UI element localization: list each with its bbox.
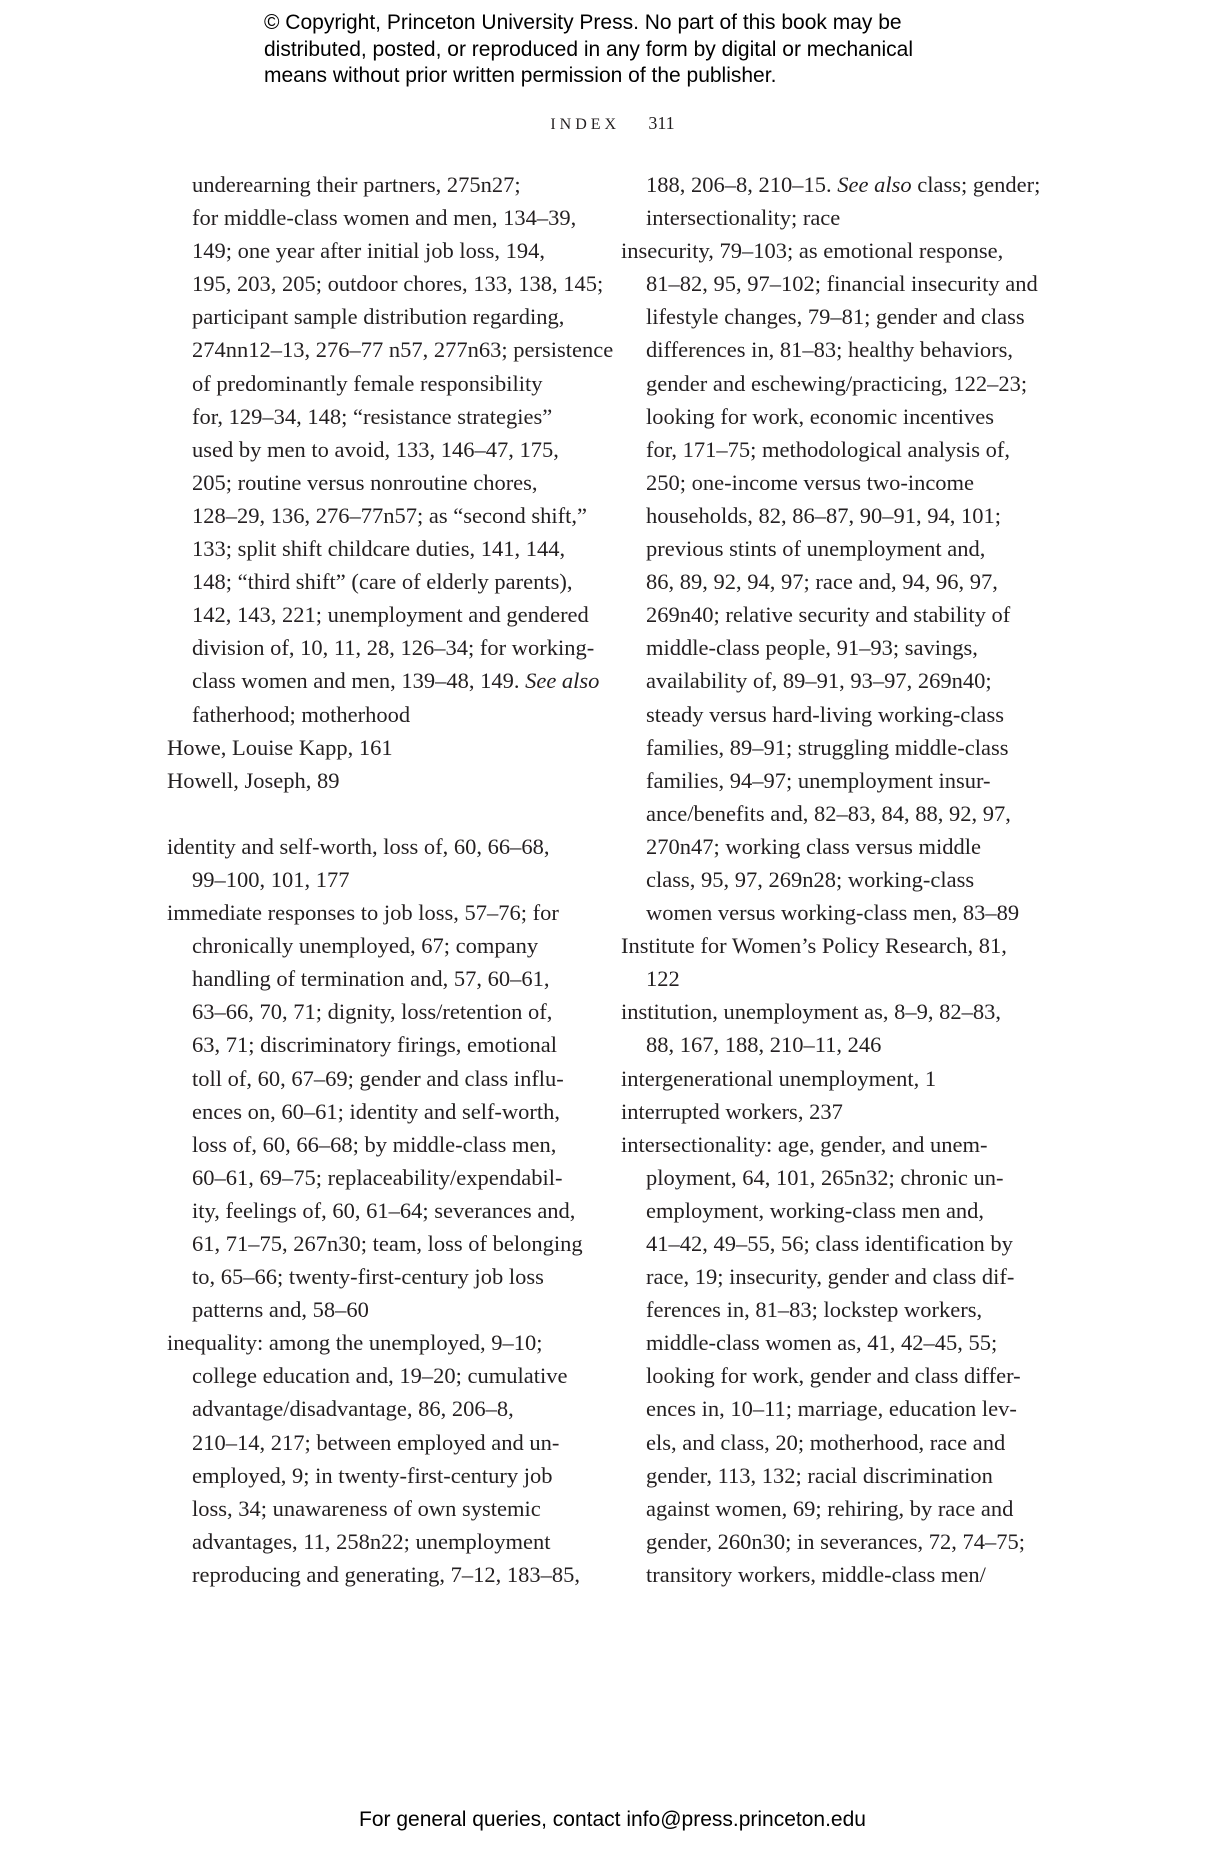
index-line-text: 270n47; working class versus middle <box>646 833 981 859</box>
index-line-text: toll of, 60, 67–69; gender and class influ- <box>192 1065 564 1091</box>
index-entry-continuation-line <box>621 1260 1041 1293</box>
index-entry-continuation-line <box>167 631 595 664</box>
index-line-text: middle-class people, 91–93; savings, <box>646 635 978 661</box>
index-entry-heading-line <box>621 1128 1041 1161</box>
index-line-text: handling of termination and, 57, 60–61, <box>192 966 550 992</box>
index-entry-continuation-line <box>621 962 1041 995</box>
index-line-text: 148; “third shift” (care of elderly parents), <box>192 569 573 595</box>
index-entry-continuation-line <box>167 1062 587 1095</box>
index-line-text: 61, 71–75, 267n30; team, loss of belonging <box>192 1231 583 1256</box>
index-line-text: division of, 10, 11, 28, 126–34; for working- <box>192 635 595 661</box>
index-entry-continuation-line <box>167 1194 587 1227</box>
index-entry-continuation-line <box>621 598 1041 631</box>
index-entry-continuation-line <box>167 1392 587 1425</box>
index-line-text: gender and eschewing/practicing, 122–23; <box>646 370 1028 396</box>
index-line-text: inequality: among the unemployed, 9–10; <box>167 1330 543 1356</box>
index-entry-continuation-line <box>167 367 587 400</box>
index-entry-continuation-line <box>167 929 587 962</box>
index-entry-continuation-line <box>621 499 1041 532</box>
running-head-label: INDEX <box>550 116 621 133</box>
index-entry-continuation-line <box>621 466 1041 499</box>
index-entry-continuation-line <box>167 995 587 1028</box>
index-entry-continuation-line <box>167 1095 587 1128</box>
index-line-text: lifestyle changes, 79–81; gender and class <box>646 304 1025 330</box>
index-entry-continuation-line <box>167 267 604 300</box>
index-line-text: els, and class, 20; motherhood, race and <box>646 1429 1006 1455</box>
index-entry-continuation-line <box>167 1558 587 1591</box>
see-also-label: See also <box>525 668 600 694</box>
index-entry-continuation-line <box>621 201 1041 234</box>
index-line-text: Howell, Joseph, 89 <box>167 767 340 793</box>
index-entry-continuation-line <box>167 1161 587 1194</box>
running-head <box>0 113 1225 134</box>
index-entry-heading-line <box>167 830 587 863</box>
index-entry-continuation-line <box>167 1028 587 1061</box>
index-entry-continuation-line <box>621 631 1041 664</box>
index-entry-continuation-line <box>167 168 587 201</box>
index-entry-continuation-line <box>167 234 587 267</box>
copyright-notice <box>264 10 1024 90</box>
index-line-text: 142, 143, 221; unemployment and gendered <box>192 602 589 628</box>
index-line-text: class, 95, 97, 269n28; working-class <box>646 866 975 892</box>
index-entry-continuation-line <box>621 300 1041 333</box>
index-entry-continuation-line <box>167 1128 587 1161</box>
index-entry-heading-line <box>167 764 587 797</box>
index-line-text: ences in, 10–11; marriage, education lev- <box>646 1396 1017 1422</box>
index-entry-continuation-line <box>167 499 587 532</box>
index-line-text: loss of, 60, 66–68; by middle-class men, <box>192 1131 557 1157</box>
index-entry-continuation-line <box>621 168 1041 201</box>
index-line-text: chronically unemployed, 67; company <box>192 933 539 959</box>
index-line-text: households, 82, 86–87, 90–91, 94, 101; <box>646 502 1002 528</box>
index-entry-continuation-line <box>167 201 587 234</box>
index-line-text: 149; one year after initial job loss, 194, <box>192 238 546 264</box>
index-line-text: loss, 34; unawareness of own systemic <box>192 1495 541 1521</box>
footer-contact: For general queries, contact info@press.princeton.edu <box>359 1808 866 1831</box>
index-line-text: women versus working-class men, 83–89 <box>646 900 1020 926</box>
copyright-line: means without prior written permission of the publisher. <box>264 64 777 87</box>
index-entry-continuation-line <box>621 1293 1041 1326</box>
index-line-text: 81–82, 95, 97–102; financial insecurity and <box>646 271 1038 297</box>
letter-group-spacer <box>167 797 587 830</box>
index-line-text: looking for work, economic incentives <box>646 403 995 429</box>
index-line-text: 210–14, 217; between employed and un- <box>192 1429 560 1455</box>
index-line-text: immediate responses to job loss, 57–76; for <box>167 900 559 926</box>
index-entry-continuation-line <box>621 367 1041 400</box>
index-entry-continuation-line <box>621 1326 1041 1359</box>
index-entry-continuation-line <box>167 1359 587 1392</box>
index-line-text: patterns and, 58–60 <box>192 1297 369 1323</box>
index-line-text: gender, 260n30; in severances, 72, 74–75; <box>646 1528 1026 1554</box>
index-line-text: insecurity, 79–103; as emotional response, <box>621 238 1004 264</box>
index-entry-continuation-line <box>167 1492 587 1525</box>
index-entry-continuation-line <box>167 1459 587 1492</box>
index-line-text: advantage/disadvantage, 86, 206–8, <box>192 1396 514 1422</box>
index-entry-continuation-line <box>621 1525 1041 1558</box>
index-entry-heading-line <box>621 995 1041 1028</box>
index-line-text: against women, 69; rehiring, by race and <box>646 1495 1014 1521</box>
index-entry-continuation-line <box>621 764 1041 797</box>
index-line-text: families, 89–91; struggling middle-class <box>646 734 1009 760</box>
index-entry-continuation-line <box>167 565 587 598</box>
index-line-text: 188, 206–8, 210–15. <box>646 172 832 197</box>
index-entry-continuation-line <box>621 1426 1041 1459</box>
index-entry-continuation-line <box>621 1194 1041 1227</box>
index-entry-continuation-line <box>167 1426 587 1459</box>
index-line-text: gender, 113, 132; racial discrimination <box>646 1462 993 1488</box>
index-entry-continuation-line <box>621 664 1041 697</box>
index-line-text: intersectionality; race <box>646 205 841 231</box>
index-entry-continuation-line <box>621 1392 1041 1425</box>
index-line-text: ferences in, 81–83; lockstep workers, <box>646 1297 983 1323</box>
index-entry-continuation-line <box>621 1558 1041 1591</box>
index-entry-continuation-line <box>621 333 1041 366</box>
index-line-text: fatherhood; motherhood <box>192 701 411 727</box>
index-line-text: previous stints of unemployment and, <box>646 536 986 562</box>
index-line-text: for, 129–34, 148; “resistance strategies” <box>192 403 553 429</box>
page-number: 311 <box>648 113 675 133</box>
index-entry-continuation-line <box>167 1260 587 1293</box>
index-entry-heading-line <box>621 929 1041 962</box>
index-line-text: Howe, Louise Kapp, 161 <box>167 734 393 760</box>
index-line-text: employed, 9; in twenty-first-century job <box>192 1462 553 1488</box>
index-line-text: class women and men, 139–48, 149. <box>192 668 520 694</box>
index-line-text: middle-class women as, 41, 42–45, 55; <box>646 1330 998 1356</box>
index-line-text: 63, 71; discriminatory firings, emotional <box>192 1032 557 1058</box>
index-entry-continuation-line <box>621 1492 1041 1525</box>
index-line-text: 274nn12–13, 276–77 n57, 277n63; persistence <box>192 337 614 363</box>
index-line-text: used by men to avoid, 133, 146–47, 175, <box>192 436 559 462</box>
index-entry-continuation-line <box>167 433 587 466</box>
index-entry-heading-line <box>621 1062 1041 1095</box>
index-entry-continuation-line <box>621 797 1041 830</box>
index-line-text: advantages, 11, 258n22; unemployment <box>192 1528 551 1554</box>
index-line-text: participant sample distribution regarding, <box>192 304 565 330</box>
index-line-text: race, 19; insecurity, gender and class dif- <box>646 1264 1015 1290</box>
index-entry-continuation-line <box>621 532 1041 565</box>
index-entry-continuation-line <box>621 1359 1041 1392</box>
index-entry-continuation-line <box>167 532 587 565</box>
index-entry-heading-line <box>621 234 1041 267</box>
index-line-text: employment, working-class men and, <box>646 1197 985 1223</box>
index-line-text: intersectionality: age, gender, and unem- <box>621 1131 988 1157</box>
index-entry-continuation-line <box>621 267 1041 300</box>
index-line-text: intergenerational unemployment, 1 <box>621 1065 937 1091</box>
index-entry-continuation-line <box>621 1161 1041 1194</box>
index-entry-continuation-line <box>167 664 600 697</box>
index-line-text: differences in, 81–83; healthy behaviors, <box>646 337 1013 363</box>
index-entry-continuation-line <box>621 896 1041 929</box>
index-line-text: 41–42, 49–55, 56; class identification by <box>646 1231 1013 1256</box>
index-line-text: to, 65–66; twenty-first-century job loss <box>192 1264 544 1290</box>
index-line-text: ployment, 64, 101, 265n32; chronic un- <box>646 1164 1004 1190</box>
index-entry-heading-line <box>621 1095 1041 1128</box>
index-entry-continuation-line <box>167 698 587 731</box>
index-line-text: transitory workers, middle-class men/ <box>646 1561 986 1587</box>
index-entry-heading-line <box>167 896 587 929</box>
index-line-text: 122 <box>646 966 680 992</box>
index-line-text: 60–61, 69–75; replaceability/expendabil- <box>192 1164 563 1190</box>
index-entry-continuation-line <box>621 1227 1041 1260</box>
index-entry-continuation-line <box>167 466 587 499</box>
index-entry-heading-line <box>167 1326 587 1359</box>
index-line-text: 86, 89, 92, 94, 97; race and, 94, 96, 97, <box>646 569 998 595</box>
index-line-text: reproducing and generating, 7–12, 183–85, <box>192 1561 581 1587</box>
index-entry-continuation-line <box>621 565 1041 598</box>
index-line-text: of predominantly female responsibility <box>192 370 543 396</box>
index-entry-heading-line <box>167 731 587 764</box>
index-column-right <box>621 168 1041 1591</box>
index-line-text: 88, 167, 188, 210–11, 246 <box>646 1032 882 1058</box>
index-line-text: 205; routine versus nonroutine chores, <box>192 469 538 495</box>
index-line-text: interrupted workers, 237 <box>621 1098 843 1124</box>
index-entry-continuation-line <box>167 300 587 333</box>
index-entry-continuation-line <box>621 698 1041 731</box>
index-entry-continuation-line <box>167 1227 587 1260</box>
index-line-text: for, 171–75; methodological analysis of, <box>646 436 1011 462</box>
index-line-text: availability of, 89–91, 93–97, 269n40; <box>646 668 992 694</box>
index-line-text: looking for work, gender and class differ- <box>646 1363 1021 1389</box>
index-line-text: 128–29, 136, 276–77n57; as “second shift,” <box>192 502 587 528</box>
index-line-text: ance/benefits and, 82–83, 84, 88, 92, 97, <box>646 800 1011 826</box>
index-line-text: institution, unemployment as, 8–9, 82–83, <box>621 999 1001 1025</box>
index-line-text: 99–100, 101, 177 <box>192 866 350 892</box>
index-line-text: for middle-class women and men, 134–39, <box>192 205 577 231</box>
index-entry-continuation-line <box>621 1028 1041 1061</box>
index-entry-continuation-line <box>621 433 1041 466</box>
index-line-text: 250; one-income versus two-income <box>646 469 975 495</box>
index-entry-continuation-line <box>167 863 587 896</box>
index-entry-continuation-line <box>167 333 614 366</box>
index-entry-continuation-line <box>621 731 1041 764</box>
index-entry-continuation-line <box>621 1459 1041 1492</box>
copyright-line: © Copyright, Princeton University Press. No part of this book may be <box>264 11 902 34</box>
see-also-label: See also <box>837 172 912 197</box>
index-line-text: 269n40; relative security and stability of <box>646 602 1011 628</box>
index-line-text: 63–66, 70, 71; dignity, loss/retention of, <box>192 999 553 1025</box>
index-line-text: college education and, 19–20; cumulative <box>192 1363 568 1389</box>
index-line-text: steady versus hard-living working-class <box>646 701 1005 727</box>
index-entry-continuation-line <box>621 400 1041 433</box>
index-line-text: families, 94–97; unemployment insur- <box>646 767 991 793</box>
index-line-text: identity and self-worth, loss of, 60, 66–68, <box>167 833 550 859</box>
index-entry-continuation-line <box>621 830 1041 863</box>
index-line-text: 133; split shift childcare duties, 141, 144, <box>192 536 566 562</box>
index-line-text: Institute for Women’s Policy Research, 81, <box>621 933 1007 959</box>
index-line-text: ences on, 60–61; identity and self-worth, <box>192 1098 561 1124</box>
copyright-line: distributed, posted, or reproduced in any form by digital or mechanical <box>264 37 914 61</box>
see-also-targets: class; gender; <box>917 172 1041 197</box>
index-line-text: underearning their partners, 275n27; <box>192 172 521 197</box>
index-column-left <box>167 168 614 1591</box>
index-entry-continuation-line <box>167 1293 587 1326</box>
index-entry-continuation-line <box>167 962 587 995</box>
index-entry-continuation-line <box>167 1525 587 1558</box>
index-entry-continuation-line <box>167 598 587 631</box>
index-line-text: ity, feelings of, 60, 61–64; severances and, <box>192 1197 576 1223</box>
index-line-text: 195, 203, 205; outdoor chores, 133, 138, 145; <box>192 271 604 297</box>
index-entry-continuation-line <box>167 400 587 433</box>
index-entry-continuation-line <box>621 863 1041 896</box>
